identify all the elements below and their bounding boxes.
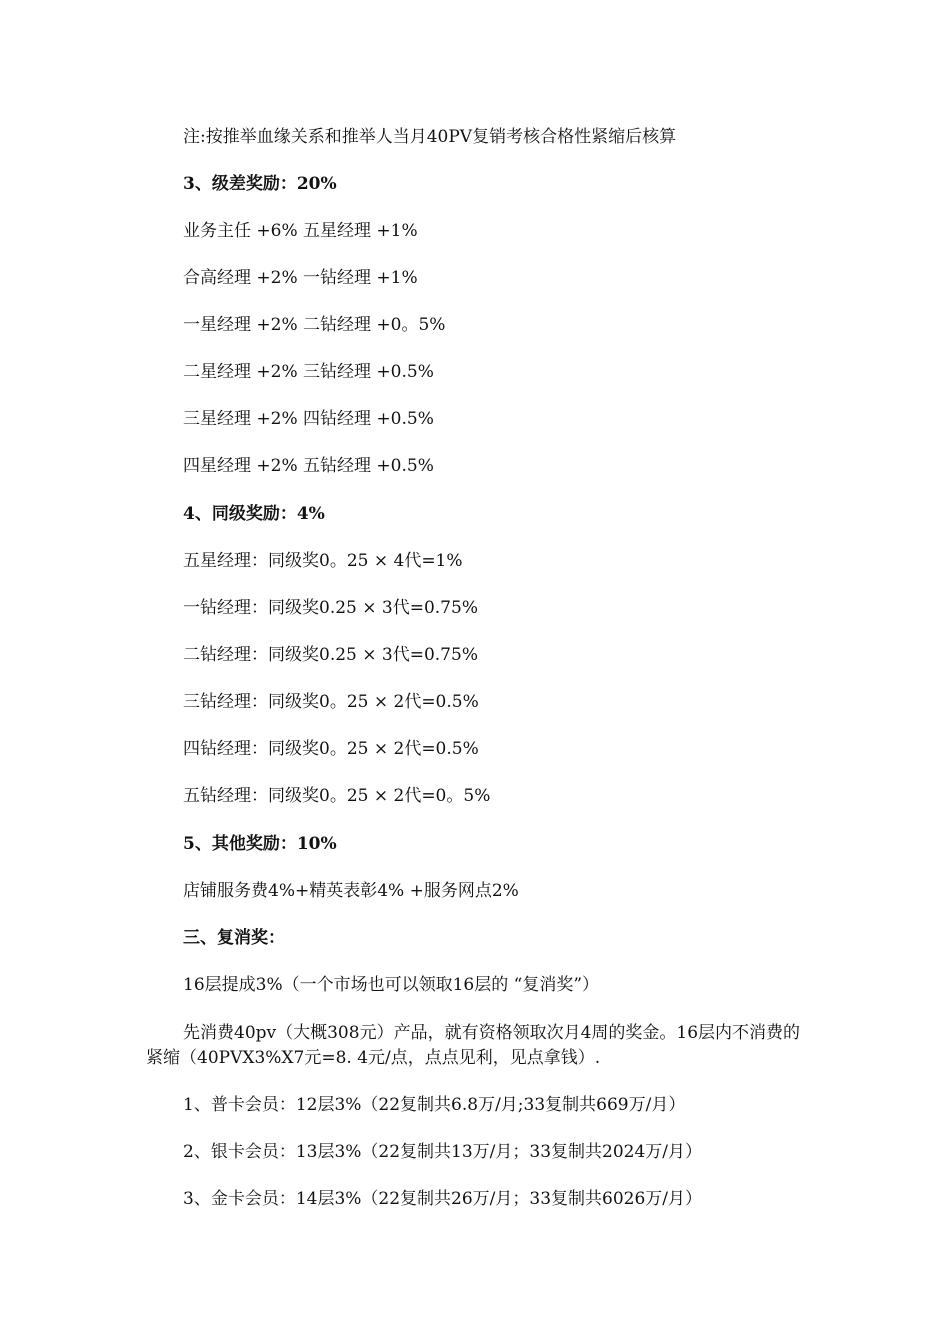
same-level-line: 五星经理：同级奖0。25 × 4代=1%: [183, 551, 463, 571]
repeat-purchase-paragraph: 16层提成3%（一个市场也可以领取16层的 “复消奖”）: [183, 975, 600, 995]
note-paragraph: 注:按推举血缘关系和推举人当月40PV复销考核合格性紧缩后核算: [183, 127, 677, 147]
same-level-line: 二钻经理：同级奖0.25 × 3代=0.75%: [183, 645, 478, 665]
level-difference-line: 业务主任 +6% 五星经理 +1%: [183, 221, 418, 241]
same-level-line: 三钻经理：同级奖0。25 × 2代=0.5%: [183, 692, 479, 712]
section-heading-repeat-purchase: 三、复消奖：: [183, 928, 285, 948]
same-level-line: 四钻经理：同级奖0。25 × 2代=0.5%: [183, 739, 479, 759]
section-heading-level-difference: 3、级差奖励：20%: [183, 174, 337, 194]
level-difference-line: 四星经理 +2% 五钻经理 +0.5%: [183, 456, 434, 476]
section-heading-other-rewards: 5、其他奖励：10%: [183, 834, 337, 854]
same-level-line: 一钻经理：同级奖0.25 × 3代=0.75%: [183, 598, 478, 618]
membership-line-gold: 3、金卡会员：14层3%（22复制共26万/月；33复制共6026万/月）: [183, 1189, 703, 1209]
section-heading-same-level: 4、同级奖励：4%: [183, 504, 325, 524]
repeat-purchase-explanation: 先消费40pv（大概308元）产品，就有资格领取次月4周的奖金。16层内不消费的紧缩（40PVX3%X7元=8. 4元/点，点点见利，见点拿钱）.: [146, 1023, 801, 1068]
level-difference-line: 二星经理 +2% 三钻经理 +0.5%: [183, 362, 434, 382]
other-rewards-line: 店铺服务费4%+精英表彰4% +服务网点2%: [183, 881, 519, 901]
level-difference-line: 合高经理 +2% 一钻经理 +1%: [183, 268, 418, 288]
level-difference-line: 一星经理 +2% 二钻经理 +0。5%: [183, 315, 446, 335]
same-level-line: 五钻经理：同级奖0。25 × 2代=0。5%: [183, 786, 491, 806]
level-difference-line: 三星经理 +2% 四钻经理 +0.5%: [183, 409, 434, 429]
membership-line-standard: 1、普卡会员：12层3%（22复制共6.8万/月;33复制共669万/月）: [183, 1095, 686, 1115]
membership-line-silver: 2、银卡会员：13层3%（22复制共13万/月；33复制共2024万/月）: [183, 1142, 703, 1162]
